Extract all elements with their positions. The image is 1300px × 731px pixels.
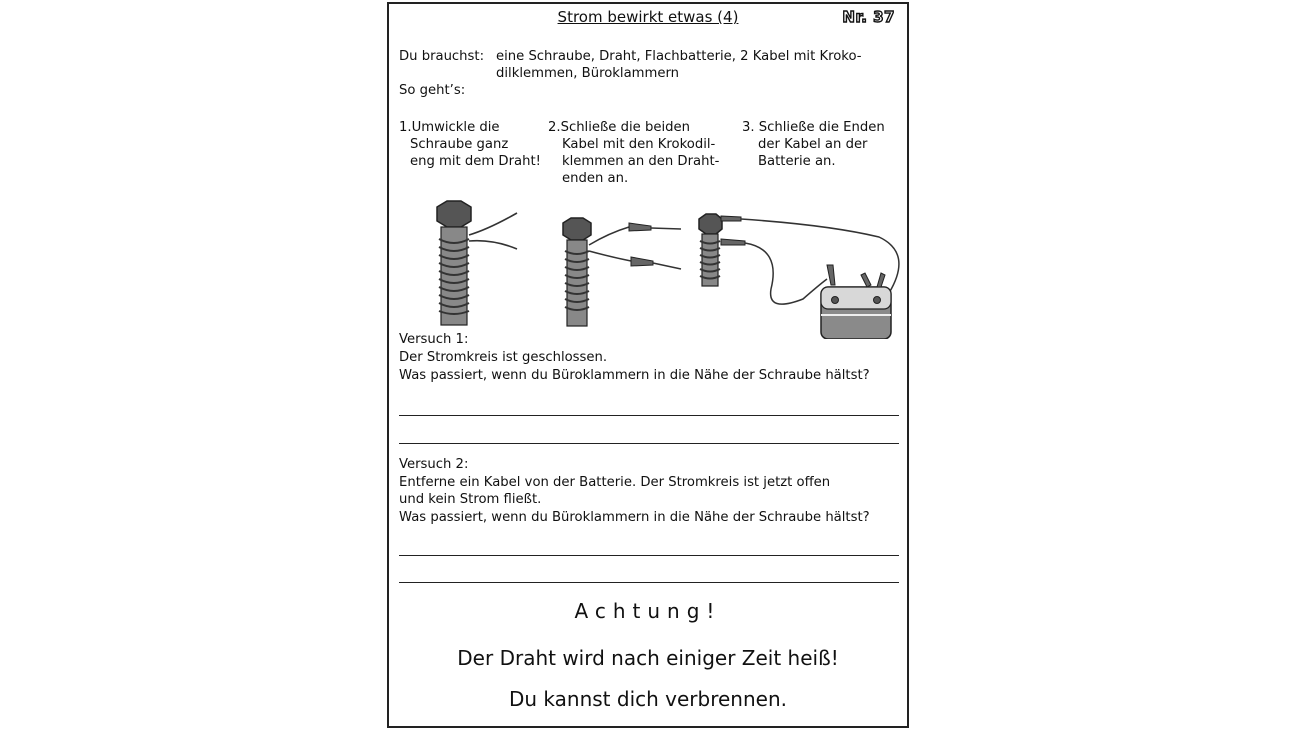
- versuch-2-text-1: Entferne ein Kabel von der Batterie. Der Stromkreis ist jetzt offen: [399, 475, 831, 490]
- step-2-line: klemmen an den Draht-: [562, 154, 720, 169]
- warning-heading: Achtung!: [574, 599, 722, 623]
- materials-line-2: dilklemmen, Büroklammern: [496, 66, 680, 81]
- materials-line-1: eine Schraube, Draht, Flachbatterie, 2 Kabel mit Kroko-: [496, 49, 862, 64]
- screw-with-clamps-icon: [563, 218, 681, 326]
- step-2: [548, 119, 719, 187]
- warning-line-1: Der Draht wird nach einiger Zeit heiß!: [457, 646, 839, 670]
- worksheet: [387, 2, 909, 728]
- step-1-line: Schraube ganz: [410, 137, 509, 152]
- step-2-line: Kabel mit den Krokodil-: [562, 137, 716, 152]
- answer-line[interactable]: [399, 582, 899, 583]
- step-3-line: Batterie an.: [758, 154, 836, 169]
- versuch-2-heading: Versuch 2:: [399, 457, 469, 472]
- step-3-line: der Kabel an der: [758, 137, 868, 152]
- versuch-2-text-2: und kein Strom fließt.: [399, 492, 542, 507]
- step-2-line: enden an.: [562, 171, 629, 186]
- number-badge: Nr. 37: [842, 8, 895, 26]
- so-gehts-label: So geht’s:: [399, 83, 466, 98]
- screw-with-wire-icon: [437, 201, 517, 325]
- circuit-with-battery-icon: [699, 214, 899, 339]
- warning-line-2: Du kannst dich verbrennen.: [508, 687, 787, 711]
- step-1: [399, 119, 541, 170]
- versuch-1-heading: Versuch 1:: [399, 332, 469, 347]
- answer-line[interactable]: [399, 415, 899, 416]
- step-3-line: 3. Schließe die Enden: [742, 120, 885, 135]
- versuch-1-text: Der Stromkreis ist geschlossen.: [399, 350, 608, 365]
- answer-line[interactable]: [399, 555, 899, 556]
- step-3: [742, 119, 885, 170]
- step-1-line: eng mit dem Draht!: [410, 154, 541, 169]
- versuch-1-question: Was passiert, wenn du Büroklammern in die Nähe der Schraube hältst?: [399, 368, 870, 383]
- materials-label: Du brauchst:: [399, 49, 485, 64]
- step-2-line: 2.Schließe die beiden: [548, 120, 690, 135]
- step-1-line: 1.Umwickle die: [399, 120, 500, 135]
- versuch-2-question: Was passiert, wenn du Büroklammern in die Nähe der Schraube hältst?: [399, 510, 870, 525]
- answer-line[interactable]: [399, 443, 899, 444]
- experiment-illustration: [389, 189, 907, 339]
- worksheet-title: Strom bewirkt etwas (4): [557, 8, 739, 26]
